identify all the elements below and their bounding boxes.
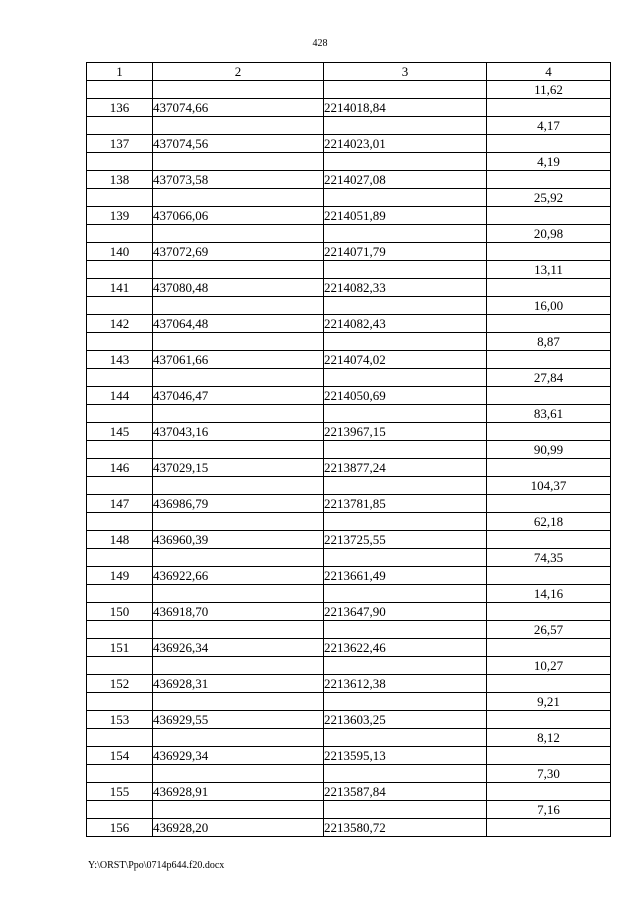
y-coordinate-cell xyxy=(324,297,487,315)
y-coordinate-cell xyxy=(324,441,487,459)
y-coordinate-cell xyxy=(324,369,487,387)
table-row xyxy=(87,531,611,549)
point-number-cell xyxy=(87,477,153,495)
point-number-cell xyxy=(87,441,153,459)
y-coordinate-cell xyxy=(324,405,487,423)
table-row xyxy=(87,261,611,279)
table-row xyxy=(87,99,611,117)
distance-cell xyxy=(487,243,611,261)
table-row xyxy=(87,747,611,765)
file-path-footer: Y:\ORST\Ppo\0714p644.f20.docx xyxy=(88,860,225,871)
table-row xyxy=(87,567,611,585)
x-coordinate-cell: 437064,48 xyxy=(153,315,324,333)
y-coordinate-cell: 2213725,55 xyxy=(324,531,487,549)
distance-cell: 13,11 xyxy=(487,261,611,279)
table-row xyxy=(87,513,611,531)
x-coordinate-cell xyxy=(153,225,324,243)
point-number-cell: 153 xyxy=(87,711,153,729)
point-number-cell: 155 xyxy=(87,783,153,801)
x-coordinate-cell: 436922,66 xyxy=(153,567,324,585)
point-number-cell xyxy=(87,585,153,603)
distance-cell xyxy=(487,639,611,657)
distance-cell xyxy=(487,459,611,477)
table-row xyxy=(87,387,611,405)
coordinates-table xyxy=(86,62,611,837)
x-coordinate-cell xyxy=(153,405,324,423)
distance-cell: 11,62 xyxy=(487,81,611,99)
x-coordinate-cell xyxy=(153,549,324,567)
table-row xyxy=(87,441,611,459)
point-number-cell: 149 xyxy=(87,567,153,585)
table-row xyxy=(87,369,611,387)
point-number-cell xyxy=(87,513,153,531)
distance-cell: 26,57 xyxy=(487,621,611,639)
distance-cell xyxy=(487,675,611,693)
table-row xyxy=(87,135,611,153)
column-header-y: 3 xyxy=(324,63,487,81)
table-row xyxy=(87,801,611,819)
table-row xyxy=(87,675,611,693)
x-coordinate-cell xyxy=(153,657,324,675)
x-coordinate-cell: 436928,20 xyxy=(153,819,324,837)
x-coordinate-cell: 437074,56 xyxy=(153,135,324,153)
point-number-cell: 148 xyxy=(87,531,153,549)
point-number-cell: 154 xyxy=(87,747,153,765)
point-number-cell: 150 xyxy=(87,603,153,621)
point-number-cell xyxy=(87,801,153,819)
y-coordinate-cell: 2214027,08 xyxy=(324,171,487,189)
y-coordinate-cell xyxy=(324,261,487,279)
distance-cell: 27,84 xyxy=(487,369,611,387)
table-row xyxy=(87,783,611,801)
y-coordinate-cell xyxy=(324,693,487,711)
y-coordinate-cell xyxy=(324,585,487,603)
x-coordinate-cell: 436926,34 xyxy=(153,639,324,657)
table-row xyxy=(87,711,611,729)
y-coordinate-cell: 2213781,85 xyxy=(324,495,487,513)
distance-cell: 90,99 xyxy=(487,441,611,459)
point-number-cell: 145 xyxy=(87,423,153,441)
y-coordinate-cell: 2214018,84 xyxy=(324,99,487,117)
point-number-cell xyxy=(87,729,153,747)
table-row xyxy=(87,477,611,495)
y-coordinate-cell: 2214082,43 xyxy=(324,315,487,333)
x-coordinate-cell xyxy=(153,261,324,279)
y-coordinate-cell xyxy=(324,81,487,99)
point-number-cell: 139 xyxy=(87,207,153,225)
point-number-cell xyxy=(87,153,153,171)
point-number-cell: 137 xyxy=(87,135,153,153)
table-row xyxy=(87,225,611,243)
point-number-cell: 136 xyxy=(87,99,153,117)
x-coordinate-cell: 436929,55 xyxy=(153,711,324,729)
y-coordinate-cell: 2213622,46 xyxy=(324,639,487,657)
x-coordinate-cell xyxy=(153,477,324,495)
x-coordinate-cell xyxy=(153,189,324,207)
table-row xyxy=(87,423,611,441)
x-coordinate-cell: 436928,91 xyxy=(153,783,324,801)
point-number-cell xyxy=(87,117,153,135)
point-number-cell: 138 xyxy=(87,171,153,189)
table-row xyxy=(87,189,611,207)
point-number-cell: 146 xyxy=(87,459,153,477)
header-row xyxy=(87,63,611,81)
distance-cell xyxy=(487,279,611,297)
point-number-cell xyxy=(87,297,153,315)
table-row xyxy=(87,81,611,99)
point-number-cell xyxy=(87,261,153,279)
distance-cell: 7,16 xyxy=(487,801,611,819)
y-coordinate-cell xyxy=(324,189,487,207)
distance-cell xyxy=(487,531,611,549)
y-coordinate-cell xyxy=(324,153,487,171)
distance-cell: 4,19 xyxy=(487,153,611,171)
y-coordinate-cell: 2213647,90 xyxy=(324,603,487,621)
x-coordinate-cell xyxy=(153,153,324,171)
table-row xyxy=(87,495,611,513)
y-coordinate-cell: 2213612,38 xyxy=(324,675,487,693)
distance-cell: 74,35 xyxy=(487,549,611,567)
point-number-cell: 147 xyxy=(87,495,153,513)
y-coordinate-cell: 2213595,13 xyxy=(324,747,487,765)
table-row xyxy=(87,621,611,639)
x-coordinate-cell xyxy=(153,441,324,459)
table-row xyxy=(87,603,611,621)
y-coordinate-cell xyxy=(324,333,487,351)
y-coordinate-cell: 2213603,25 xyxy=(324,711,487,729)
x-coordinate-cell: 437072,69 xyxy=(153,243,324,261)
distance-cell: 25,92 xyxy=(487,189,611,207)
y-coordinate-cell: 2213580,72 xyxy=(324,819,487,837)
x-coordinate-cell: 436928,31 xyxy=(153,675,324,693)
x-coordinate-cell: 437080,48 xyxy=(153,279,324,297)
distance-cell xyxy=(487,351,611,369)
table-row xyxy=(87,765,611,783)
y-coordinate-cell xyxy=(324,801,487,819)
table-row xyxy=(87,405,611,423)
distance-cell: 8,87 xyxy=(487,333,611,351)
point-number-cell xyxy=(87,549,153,567)
y-coordinate-cell xyxy=(324,477,487,495)
table-row xyxy=(87,657,611,675)
x-coordinate-cell xyxy=(153,117,324,135)
y-coordinate-cell: 2214050,69 xyxy=(324,387,487,405)
point-number-cell xyxy=(87,225,153,243)
point-number-cell: 152 xyxy=(87,675,153,693)
point-number-cell: 151 xyxy=(87,639,153,657)
distance-cell xyxy=(487,99,611,117)
x-coordinate-cell xyxy=(153,297,324,315)
point-number-cell xyxy=(87,621,153,639)
x-coordinate-cell xyxy=(153,729,324,747)
distance-cell: 4,17 xyxy=(487,117,611,135)
table-row xyxy=(87,171,611,189)
distance-cell xyxy=(487,315,611,333)
y-coordinate-cell: 2213587,84 xyxy=(324,783,487,801)
distance-cell: 9,21 xyxy=(487,693,611,711)
x-coordinate-cell: 437066,06 xyxy=(153,207,324,225)
point-number-cell: 144 xyxy=(87,387,153,405)
x-coordinate-cell xyxy=(153,369,324,387)
distance-cell xyxy=(487,819,611,837)
table-row xyxy=(87,693,611,711)
distance-cell xyxy=(487,171,611,189)
x-coordinate-cell: 437074,66 xyxy=(153,99,324,117)
y-coordinate-cell: 2214074,02 xyxy=(324,351,487,369)
distance-cell xyxy=(487,135,611,153)
table-row xyxy=(87,243,611,261)
y-coordinate-cell xyxy=(324,765,487,783)
x-coordinate-cell xyxy=(153,513,324,531)
distance-cell: 10,27 xyxy=(487,657,611,675)
distance-cell xyxy=(487,783,611,801)
table-row xyxy=(87,297,611,315)
distance-cell: 14,16 xyxy=(487,585,611,603)
distance-cell xyxy=(487,603,611,621)
point-number-cell: 140 xyxy=(87,243,153,261)
column-header-point: 1 xyxy=(87,63,153,81)
distance-cell: 83,61 xyxy=(487,405,611,423)
x-coordinate-cell: 436929,34 xyxy=(153,747,324,765)
distance-cell xyxy=(487,747,611,765)
point-number-cell xyxy=(87,81,153,99)
distance-cell xyxy=(487,567,611,585)
x-coordinate-cell: 436960,39 xyxy=(153,531,324,549)
point-number-cell: 142 xyxy=(87,315,153,333)
x-coordinate-cell: 437046,47 xyxy=(153,387,324,405)
point-number-cell xyxy=(87,693,153,711)
distance-cell xyxy=(487,495,611,513)
table-row xyxy=(87,639,611,657)
y-coordinate-cell xyxy=(324,657,487,675)
table-row xyxy=(87,279,611,297)
distance-cell: 104,37 xyxy=(487,477,611,495)
x-coordinate-cell: 437073,58 xyxy=(153,171,324,189)
point-number-cell: 156 xyxy=(87,819,153,837)
distance-cell: 16,00 xyxy=(487,297,611,315)
point-number-cell: 143 xyxy=(87,351,153,369)
table-row xyxy=(87,153,611,171)
column-header-distance: 4 xyxy=(487,63,611,81)
distance-cell xyxy=(487,387,611,405)
x-coordinate-cell xyxy=(153,81,324,99)
table-row xyxy=(87,549,611,567)
y-coordinate-cell xyxy=(324,729,487,747)
y-coordinate-cell: 2214051,89 xyxy=(324,207,487,225)
table-row xyxy=(87,459,611,477)
y-coordinate-cell xyxy=(324,117,487,135)
x-coordinate-cell xyxy=(153,693,324,711)
table-row xyxy=(87,207,611,225)
column-header-x: 2 xyxy=(153,63,324,81)
x-coordinate-cell xyxy=(153,621,324,639)
y-coordinate-cell: 2214082,33 xyxy=(324,279,487,297)
y-coordinate-cell: 2213661,49 xyxy=(324,567,487,585)
x-coordinate-cell xyxy=(153,801,324,819)
x-coordinate-cell xyxy=(153,585,324,603)
table-row xyxy=(87,333,611,351)
x-coordinate-cell: 437043,16 xyxy=(153,423,324,441)
point-number-cell xyxy=(87,405,153,423)
y-coordinate-cell xyxy=(324,549,487,567)
point-number-cell xyxy=(87,765,153,783)
table-body xyxy=(87,81,611,837)
point-number-cell xyxy=(87,333,153,351)
point-number-cell xyxy=(87,189,153,207)
table-row xyxy=(87,729,611,747)
y-coordinate-cell: 2214023,01 xyxy=(324,135,487,153)
x-coordinate-cell: 437061,66 xyxy=(153,351,324,369)
table-row xyxy=(87,585,611,603)
y-coordinate-cell xyxy=(324,513,487,531)
distance-cell: 62,18 xyxy=(487,513,611,531)
distance-cell: 20,98 xyxy=(487,225,611,243)
x-coordinate-cell xyxy=(153,333,324,351)
distance-cell: 7,30 xyxy=(487,765,611,783)
y-coordinate-cell xyxy=(324,225,487,243)
x-coordinate-cell: 436918,70 xyxy=(153,603,324,621)
point-number-cell: 141 xyxy=(87,279,153,297)
point-number-cell xyxy=(87,657,153,675)
x-coordinate-cell xyxy=(153,765,324,783)
y-coordinate-cell: 2213967,15 xyxy=(324,423,487,441)
x-coordinate-cell: 437029,15 xyxy=(153,459,324,477)
distance-cell xyxy=(487,207,611,225)
table-row xyxy=(87,315,611,333)
point-number-cell xyxy=(87,369,153,387)
table-row xyxy=(87,351,611,369)
distance-cell: 8,12 xyxy=(487,729,611,747)
x-coordinate-cell: 436986,79 xyxy=(153,495,324,513)
y-coordinate-cell xyxy=(324,621,487,639)
page-number: 428 xyxy=(312,38,328,49)
table-row xyxy=(87,117,611,135)
distance-cell xyxy=(487,423,611,441)
table-header xyxy=(87,63,611,81)
distance-cell xyxy=(487,711,611,729)
table-row xyxy=(87,819,611,837)
y-coordinate-cell: 2214071,79 xyxy=(324,243,487,261)
y-coordinate-cell: 2213877,24 xyxy=(324,459,487,477)
